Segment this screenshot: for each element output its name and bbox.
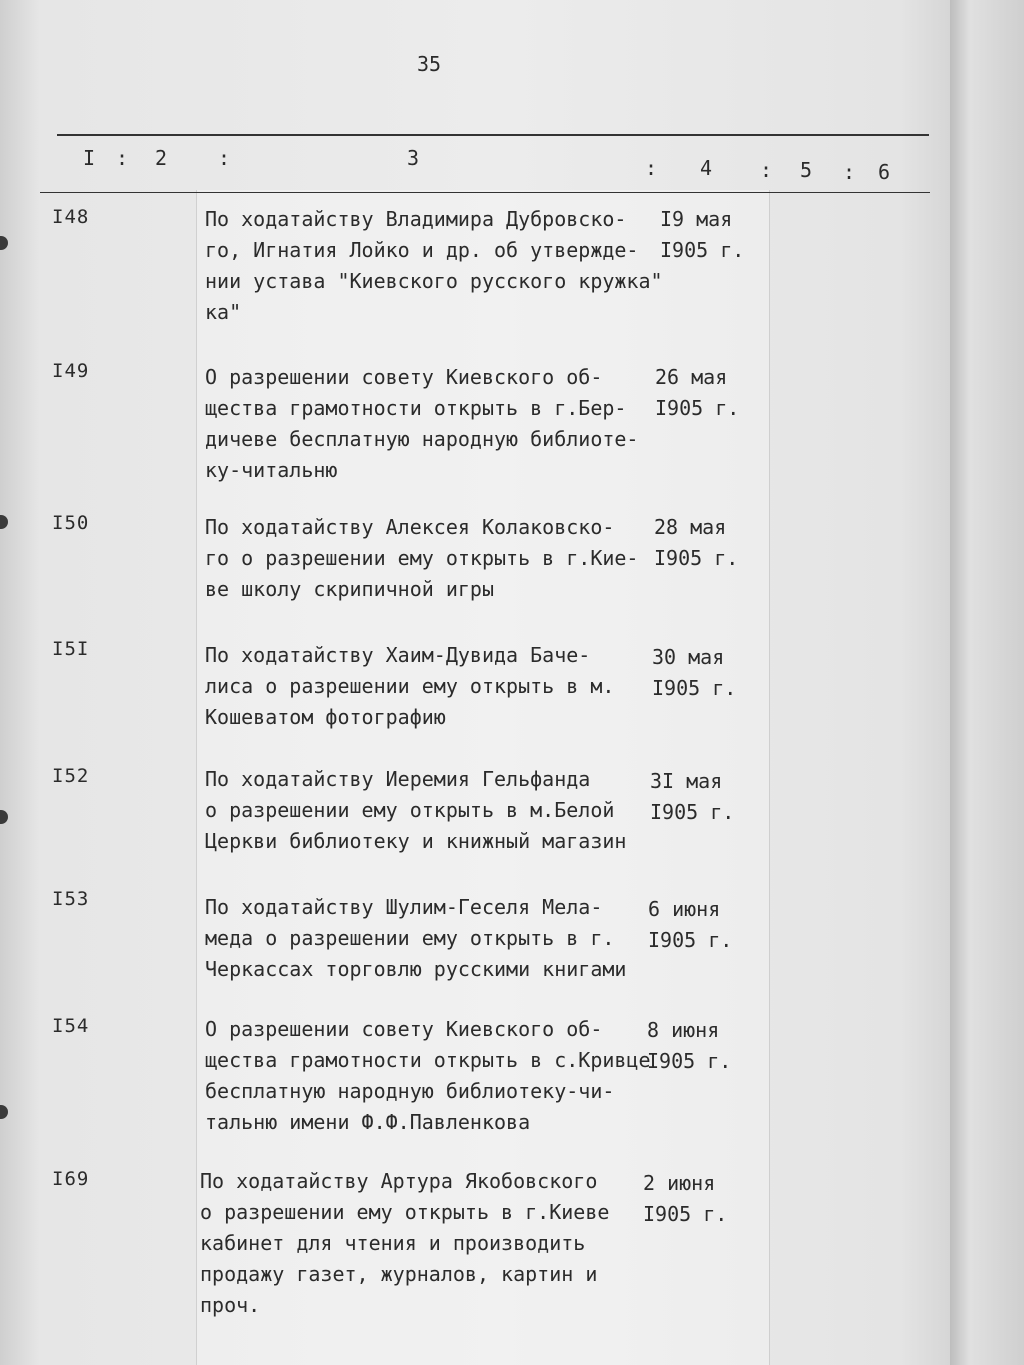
text-line: ве школу скрипичной игры: [205, 577, 494, 601]
date-year: I905 г.: [655, 396, 740, 420]
date-day: 6 июня: [648, 897, 721, 921]
header-col-2: 2: [155, 146, 168, 170]
entry-number: I48: [52, 206, 90, 228]
text-line: лиса о разрешении ему открыть в м.: [205, 674, 615, 698]
date-year: I905 г.: [654, 546, 739, 570]
entry-date: [660, 204, 744, 266]
date-year: I905 г.: [643, 1202, 728, 1226]
header-col-3: 3: [407, 146, 420, 170]
entry-description: [205, 1014, 651, 1138]
entry-number: I53: [52, 888, 90, 910]
entry-description: [205, 204, 663, 328]
header-col-1: I: [83, 146, 96, 170]
text-line: о разрешении ему открыть в м.Белой: [205, 798, 615, 822]
text-line: ка": [205, 300, 242, 324]
text-line: бесплатную народную библиотеку-чи-: [205, 1079, 615, 1103]
header-separator: :: [218, 146, 231, 170]
text-line: меда о разрешении ему открыть в г.: [205, 926, 615, 950]
entry-number: I49: [52, 360, 90, 382]
text-line: проч.: [200, 1293, 261, 1317]
date-day: 26 мая: [655, 365, 728, 389]
text-line: о разрешении ему открыть в г.Киеве: [200, 1200, 610, 1224]
header-separator: :: [645, 156, 658, 180]
entry-number: I54: [52, 1015, 90, 1037]
entry-description: [205, 640, 614, 733]
date-day: 30 мая: [652, 645, 725, 669]
text-line: По ходатайству Иеремия Гельфанда: [205, 767, 591, 791]
header-col-4: 4: [700, 156, 713, 180]
header-col-5: 5: [800, 158, 813, 182]
date-day: 28 мая: [654, 515, 727, 539]
text-line: тальню имени Ф.Ф.Павленкова: [205, 1110, 531, 1134]
entry-date: [648, 894, 732, 956]
date-year: I905 г.: [648, 928, 733, 952]
date-day: 8 июня: [647, 1018, 720, 1042]
text-line: По ходатайству Владимира Дубровско-: [205, 207, 627, 231]
text-line: По ходатайству Шулим-Геселя Мела-: [205, 895, 603, 919]
date-day: 2 июня: [643, 1171, 716, 1195]
text-line: го, Игнатия Лойко и др. об утвержде-: [205, 238, 639, 262]
date-day: I9 мая: [660, 207, 733, 231]
page-number: 35: [417, 52, 442, 76]
text-line: щества грамотности открыть в с.Кривце: [205, 1048, 651, 1072]
date-year: I905 г.: [652, 676, 737, 700]
entry-description: [200, 1166, 609, 1321]
entry-date: [654, 512, 738, 574]
entry-date: [647, 1015, 731, 1077]
date-year: I905 г.: [660, 238, 745, 262]
text-line: щества грамотности открыть в г.Бер-: [205, 396, 627, 420]
entry-number: I50: [52, 512, 90, 534]
entry-description: [205, 362, 638, 486]
header-col-6: 6: [878, 160, 891, 184]
entry-date: [643, 1168, 727, 1230]
date-day: 3I мая: [650, 769, 723, 793]
date-year: I905 г.: [650, 800, 735, 824]
header-rule-top: [57, 134, 929, 136]
text-line: продажу газет, журналов, картин и: [200, 1262, 598, 1286]
text-line: По ходатайству Алексея Колаковско-: [205, 515, 615, 539]
text-line: ку-читальню: [205, 458, 338, 482]
page-edge-shadow: [950, 0, 1024, 1365]
entry-number: I52: [52, 765, 90, 787]
entry-number: I5I: [52, 638, 90, 660]
date-year: I905 г.: [647, 1049, 732, 1073]
header-separator: :: [843, 160, 856, 184]
text-line: О разрешении совету Киевского об-: [205, 365, 603, 389]
text-line: дичеве бесплатную народную библиоте-: [205, 427, 639, 451]
header-rule-bottom: [40, 192, 930, 193]
text-line: О разрешении совету Киевского об-: [205, 1017, 603, 1041]
text-line: По ходатайству Хаим-Дувида Баче-: [205, 643, 591, 667]
entry-description: [205, 764, 626, 857]
text-line: Кошеватом фотографию: [205, 705, 446, 729]
text-line: Церкви библиотеку и книжный магазин: [205, 829, 627, 853]
header-separator: :: [760, 158, 773, 182]
entry-number: I69: [52, 1168, 90, 1190]
text-line: нии устава "Киевского русского кружка": [205, 269, 663, 293]
entry-date: [655, 362, 739, 424]
entry-description: [205, 512, 638, 605]
entry-date: [650, 766, 734, 828]
text-line: По ходатайству Артура Якобовского: [200, 1169, 598, 1193]
entry-date: [652, 642, 736, 704]
text-line: го о разрешении ему открыть в г.Кие-: [205, 546, 639, 570]
entry-description: [205, 892, 626, 985]
header-separator: :: [116, 146, 129, 170]
text-line: кабинет для чтения и производить: [200, 1231, 586, 1255]
text-line: Черкассах торговлю русскими книгами: [205, 957, 627, 981]
